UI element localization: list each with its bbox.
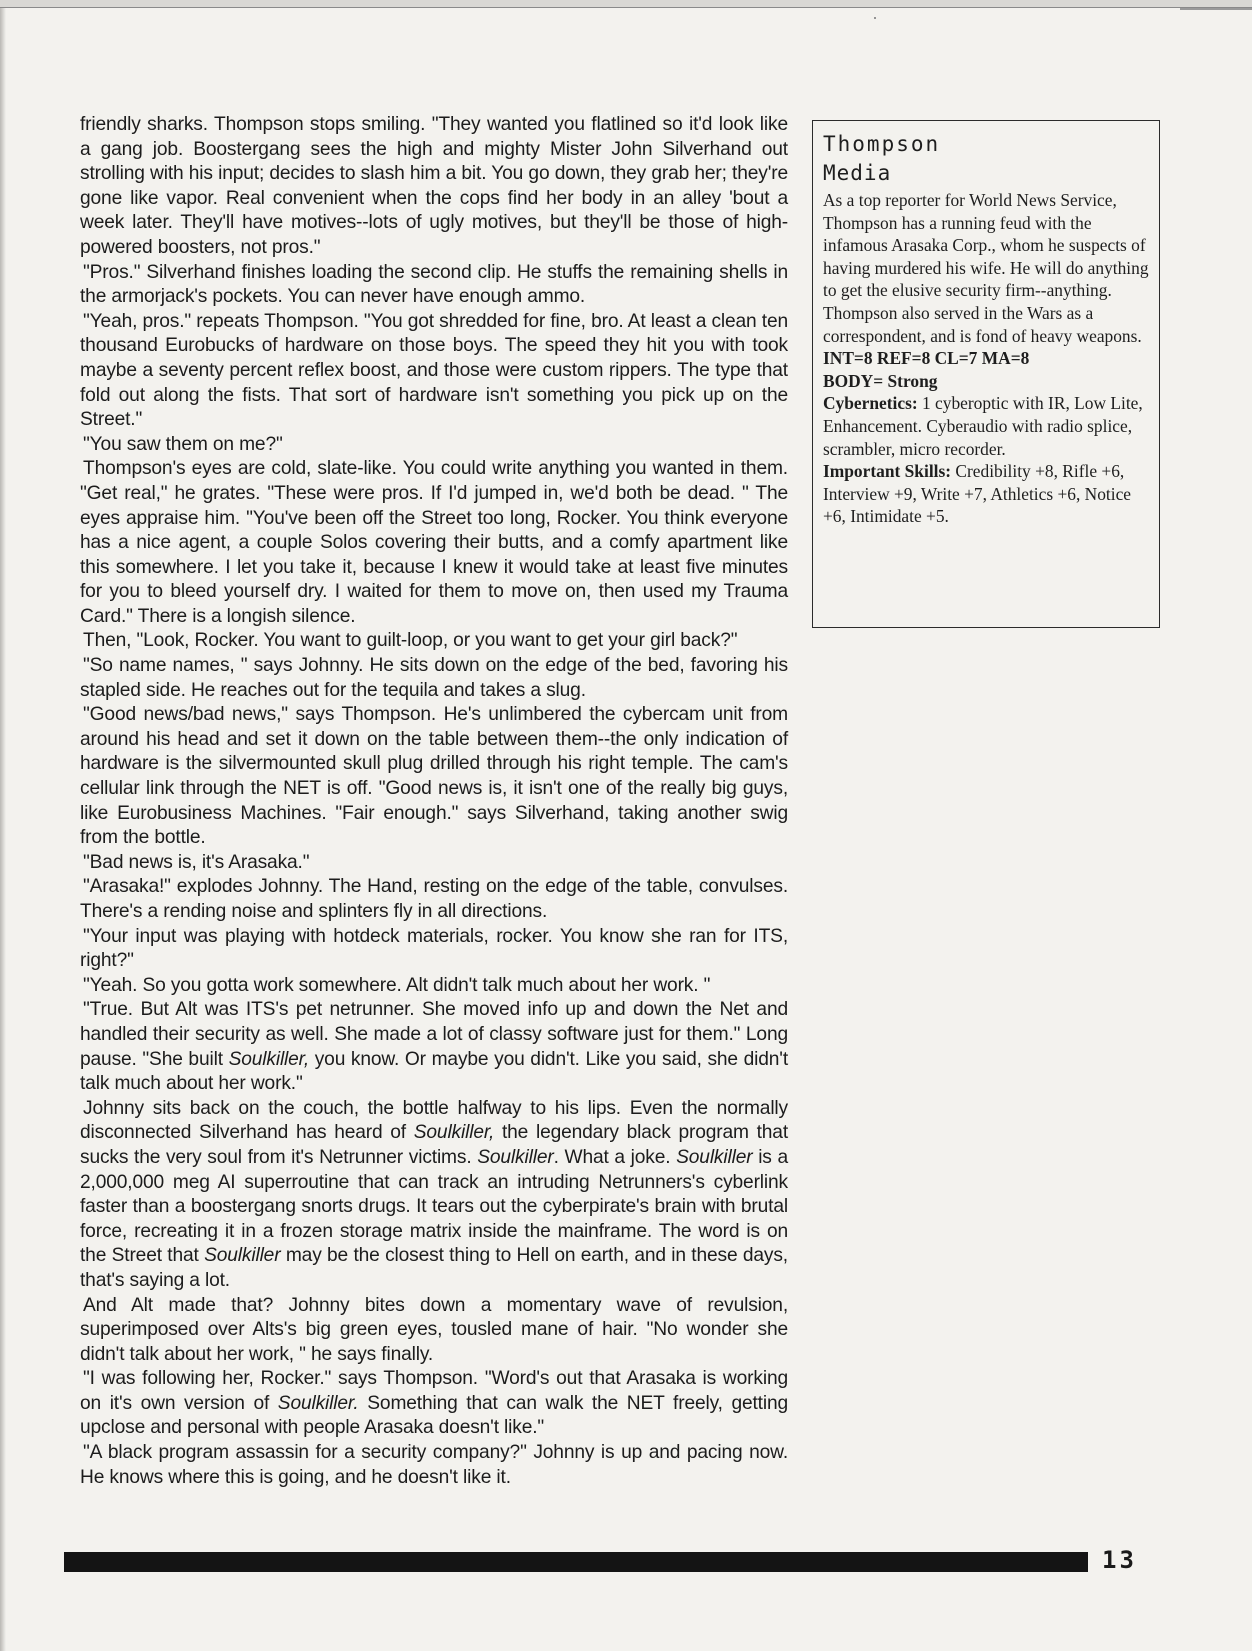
paragraph: "Your input was playing with hotdeck materials, rocker. You know she ran for ITS, right?" [80,925,788,972]
footer-bar [64,1552,1088,1572]
character-body [823,370,1149,393]
top-rule [0,0,1252,8]
text-run: you know. Or maybe you didn't. Like you said, she didn't talk much about her work." [80,1048,789,1095]
character-name: Thompson [823,132,941,156]
paragraph: "Good news/bad news," says Thompson. He's unlimbered the cybercam unit from around his head and set it down on the table between them--the only indication of hardware is the silvermounted skull plug drilled through his right temple. The cam's cellular link through the NET is off. "Good news is, it isn't one of the really big guys, like Eurobusiness Machines. "Fair enough." says Silverhand, taking another swig from the bottle. [80,704,788,849]
paragraph: "A black program assassin for a security company?" Johnny is up and pacing now. He knows where this is going, and he doesn't like it. [80,1442,788,1488]
text-run: is a 2,000,000 meg AI superroutine that can track an intruding Netrunners's cyberlink faster than a boostergang snorts drugs. It tears out the cyberpirate's brain with brutal force, recreating it in a frozen storage matrix inside the mainframe. The word is on the Street that [80,1146,788,1267]
text-run: "I was following her, Rocker." says Thompson. "Word's out that Arasaka is working on it's own version of [80,1368,788,1414]
italic-title: Soulkiller, [413,1122,495,1144]
text-run: "True. But Alt was ITS's pet netrunner. She moved info up and down the Net and handled their security as well. She made a lot of classy software just for them." Long pause. "She built [80,999,788,1070]
text-run: the legendary black program that sucks the very soul from it's Netrunner victims. [80,1122,788,1168]
paragraph: "Arasaka!" explodes Johnny. The Hand, resting on the edge of the table, convulses. There's a rending noise and splinters fly in all directions. [80,876,788,922]
paragraph: "Yeah, pros." repeats Thompson. "You got shredded for fine, bro. At least a clean ten thousand Eurobucks of hardware on those boys. The speed they hit you with took maybe a seventy percent reflex boost, and those were custom rippers. The type that fold out along the fists. That sort of hardware isn't something you pick up on the Street." [80,310,788,431]
page-number: 13 [1102,1546,1137,1574]
character-stats: INT=8 REF=8 CL=7 MA=8 [823,348,1030,369]
skills-value: Credibility +8, Rifle +6, Interview +9, Write +7, Athletics +6, Notice +6, Intimidate +5. [823,461,1132,527]
paragraph: "You saw them on me?" [83,433,283,455]
paragraph [80,1097,788,1294]
text-run: Something that can walk the NET freely, getting upclose and personal with people Arasaka doesn't like." [80,1392,789,1439]
page-edge-shadow [0,0,6,1651]
character-role: Media [823,161,892,185]
italic-title: Soulkiller. [277,1392,359,1414]
paragraph [80,998,788,1096]
speck [874,17,876,19]
text-run: . What a joke. [553,1146,677,1168]
paragraph: "Yeah. So you gotta work somewhere. Alt didn't talk much about her work. " [83,974,711,996]
italic-title: Soulkiller [477,1146,554,1168]
paragraph: Thompson's eyes are cold, slate-like. You could write anything you wanted in them. "Get real," he grates. "These were pros. If I'd jumped in, we'd both be dead. " The eyes appraise him. "You've been off the Street too long, Rocker. You think everyone has a nice agent, a couple Solos covering their butts, and a comfy apartment like this somewhere. I let you take it, because I knew it would take at least five minutes for you to bleed yourself dry. I waited for them to move on, then used my Trauma Card." There is a longish silence. [80,458,788,627]
cybernetics-value: 1 cyberoptic with IR, Low Lite, Enhancement. Cyberaudio with radio splice, scrambler, micro recorder. [823,393,1143,459]
paragraph: And Alt made that? Johnny bites down a momentary wave of revulsion, superimposed over Alts's big green eyes, tousled mane of hair. "No wonder she didn't talk about her work, " he says finally. [80,1294,788,1365]
paragraph: friendly sharks. Thompson stops smiling. "They wanted you flatlined so it'd look like a gang job. Boostergang sees the high and mighty Mister John Silverhand out strolling with his input; decides to slash him a bit. You go down, they grab her; they're gone like vapor. Real convenient when the cops find her body in an alley 'bout a week later. They'll have motives--lots of ugly motives, but they'll be those of high-powered boosters, not pros." [80,114,788,258]
cybernetics-label: Cybernetics: [823,393,918,414]
top-rule-right [1180,8,1252,10]
italic-title: Soulkiller, [228,1048,310,1070]
text-run: Johnny sits back on the couch, the bottle halfway to his lips. Even the normally disconnected Silverhand has heard of [80,1097,788,1144]
character-cybernetics [823,392,1149,460]
body-label: BODY= [823,370,884,391]
italic-title: Soulkiller [204,1245,281,1267]
body-value: Strong [887,370,938,391]
skills-label: Important Skills: [823,461,952,482]
paragraph: Then, "Look, Rocker. You want to guilt-loop, or you want to get your girl back?" [83,630,738,652]
paragraph [80,1367,788,1441]
paragraph: "So name names, " says Johnny. He sits down on the edge of the bed, favoring his stapled side. He reaches out for the tequila and takes a slug. [80,655,788,701]
italic-title: Soulkiller [676,1146,753,1168]
paragraph: "Pros." Silverhand finishes loading the second clip. He stuffs the remaining shells in the armorjack's pockets. You can never have enough ammo. [80,261,788,308]
body-column [80,113,788,1528]
character-description: As a top reporter for World News Service, Thompson has a running feud with the infamous Arasaka Corp., whom he suspects of having murdered his wife. He will do anything to get the elusive security firm--anything. Thompson also served in the Wars as a correspondent, and is fond of heavy weapons. [823,190,1149,346]
character-skills [823,460,1149,528]
text-run: may be the closest thing to Hell on earth, and in these days, that's saying a lot. [80,1245,788,1291]
paragraph: "Bad news is, it's Arasaka." [83,851,310,873]
character-sidebar [812,120,1160,628]
